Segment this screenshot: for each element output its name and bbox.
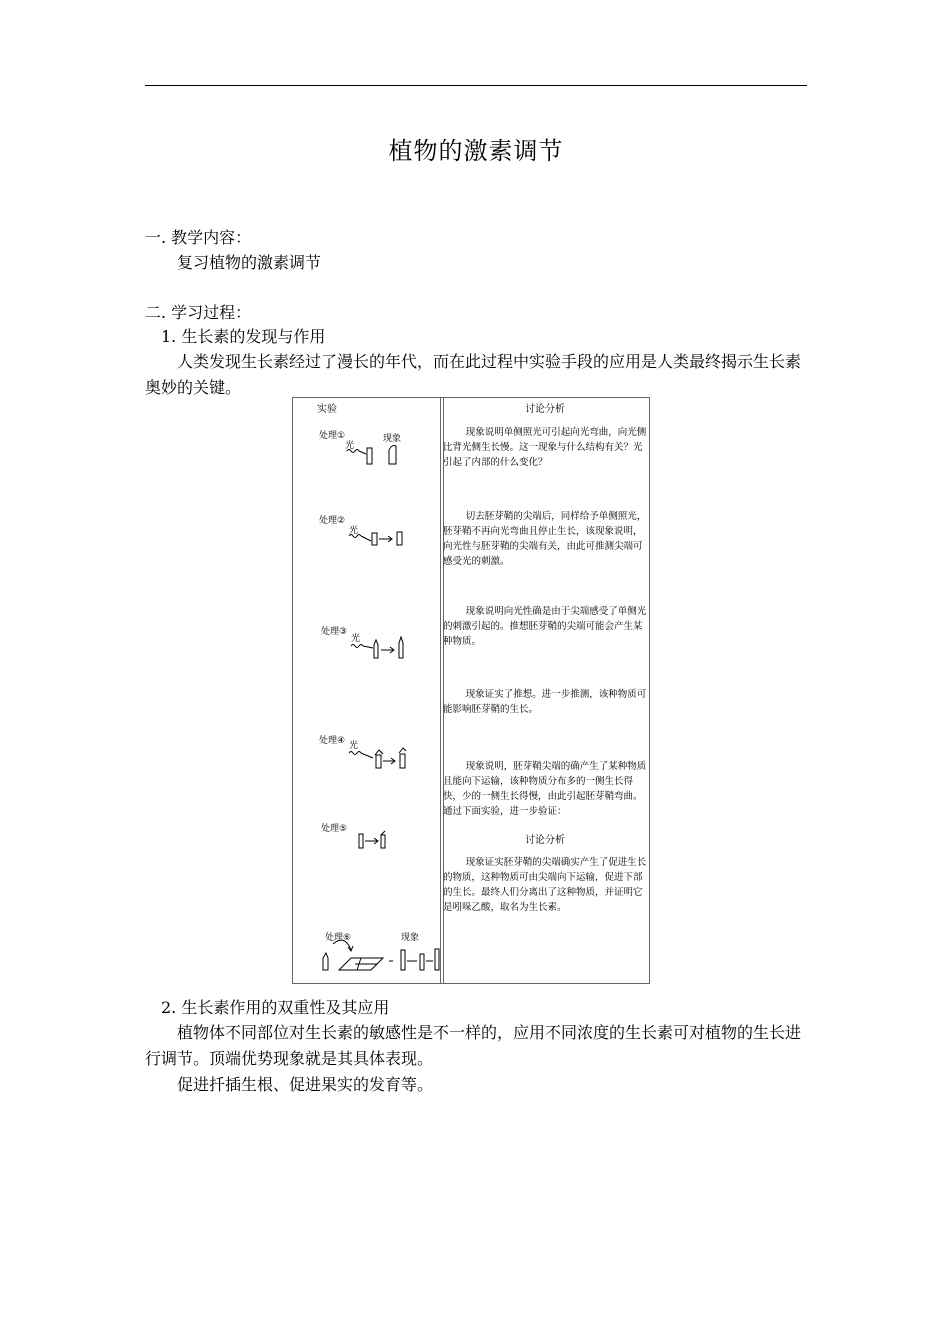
second-analysis-header: 讨论分析 bbox=[525, 835, 565, 846]
analysis-2: 切去胚芽鞘的尖端后，同样给予单侧照光，胚芽鞘不再向光弯曲且停止生长，该现象说明，向光性与胚芽鞘的尖端有关，由此可推测尖端可感受光的刺激。 bbox=[443, 511, 647, 567]
analysis-1: 现象说明单侧照光可引起向光弯曲，向光侧比背光侧生长慢。这一现象与什么结构有关？光引起了内部的什么变化？ bbox=[443, 427, 647, 468]
treatment-label-2: 处理② bbox=[319, 516, 346, 526]
light-label-2: 光 bbox=[349, 526, 359, 536]
phenomenon-label-6: 现象 bbox=[401, 933, 420, 943]
treatment-label-6: 处理⑥ bbox=[325, 933, 352, 943]
phenomenon-label-1: 现象 bbox=[383, 434, 402, 444]
section-one-content: 复习植物的激素调节 bbox=[177, 253, 322, 272]
header-rule bbox=[145, 85, 807, 86]
section-two-heading: 二. 学习过程： bbox=[145, 303, 252, 322]
analysis-5: 现象说明，胚芽鞘尖端的确产生了某种物质且能向下运输，该种物质分布多的一侧生长得快，少的一侧生长得慢，由此引起胚芽鞘弯曲。通过下面实验，进一步验证： bbox=[443, 761, 647, 817]
item-two-paragraph-2: 促进扦插生根、促进果实的发育等。 bbox=[177, 1075, 434, 1094]
experiment-figure bbox=[292, 397, 650, 984]
figure-divider bbox=[440, 398, 441, 983]
light-label-3: 光 bbox=[351, 634, 361, 644]
item-two-paragraph-1: 植物体不同部位对生长素的敏感性是不一样的，应用不同浓度的生长素可对植物的生长进行调节。顶端优势现象就是其具体表现。 bbox=[145, 1023, 802, 1068]
section-one-heading: 一. 教学内容： bbox=[145, 228, 252, 247]
figure-col-left-header: 实验 bbox=[317, 404, 337, 415]
light-label-1: 光 bbox=[345, 441, 355, 451]
final-analysis: 现象证实胚芽鞘的尖端确实产生了促进生长的物质，这种物质可由尖端向下运输，促进下部的生长。最终人们分离出了这种物质，并证明它是吲哚乙酸，取名为生长素。 bbox=[443, 857, 647, 913]
treatment-label-5: 处理⑤ bbox=[321, 824, 348, 834]
treatment-label-4: 处理④ bbox=[319, 736, 346, 746]
treatment-label-1: 处理① bbox=[319, 431, 346, 441]
analysis-4: 现象证实了推想。进一步推测，该种物质可能影响胚芽鞘的生长。 bbox=[443, 689, 647, 715]
analysis-3: 现象说明向光性确是由于尖端感受了单侧光的刺激引起的。推想胚芽鞘的尖端可能会产生某种物质。 bbox=[443, 606, 647, 647]
item-one-paragraph: 人类发现生长素经过了漫长的年代，而在此过程中实验手段的应用是人类最终揭示生长素奥妙的关键。 bbox=[145, 352, 802, 397]
item-one-heading: 1. 生长素的发现与作用 bbox=[161, 327, 326, 346]
figure-col-right-header: 讨论分析 bbox=[525, 404, 565, 415]
treatment-label-3: 处理③ bbox=[321, 627, 348, 637]
item-two-heading: 2. 生长素作用的双重性及其应用 bbox=[161, 998, 390, 1017]
experiment-drawings bbox=[293, 398, 440, 983]
light-label-4: 光 bbox=[349, 741, 359, 751]
page-title: 植物的激素调节 bbox=[388, 137, 564, 165]
